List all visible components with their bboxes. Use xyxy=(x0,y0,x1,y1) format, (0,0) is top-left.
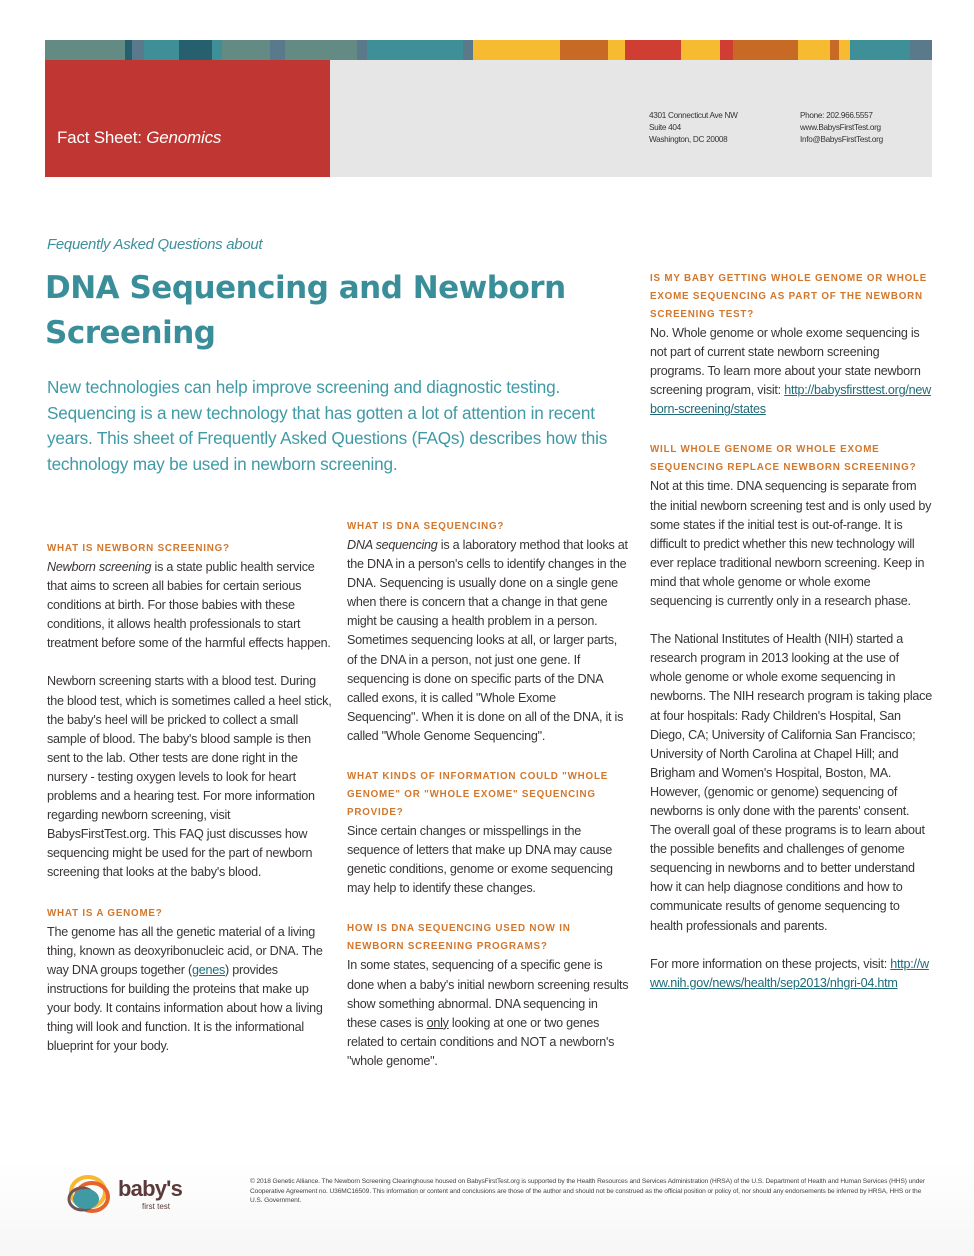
stripe-segment xyxy=(285,40,358,61)
answer-text: is a state public health service that aims to screen all babies for certain serious conditions at birth. For those babies with these conditions, it allows health professionals to start treatment before some of the harmful effects happen. xyxy=(47,560,331,651)
page-title: DNA Sequencing and Newborn Screening xyxy=(45,270,566,351)
question-heading: WHAT KINDS OF INFORMATION COULD "WHOLE GENOME" OR "WHOLE EXOME" SEQUENCING PROVIDE? xyxy=(347,771,609,819)
disclaimer-text: © 2018 Genetic Alliance. The Newborn Screening Clearinghouse housed on BabysFirstTest.org is supported by the Health Resources and Services Administration (HRSA) of the U.S. Department of Health and Human Services (HHS) under Cooperative Agreement no. U36MC16509. This information or content and conclusions are those of the author and should not be construed as the official position or policy of, nor should any endorsements be inferred by HRSA, HHS or the U.S. Government. xyxy=(250,1178,925,1205)
answer-paragraph xyxy=(347,956,630,1071)
stripe-segment xyxy=(463,40,472,61)
term: DNA sequencing xyxy=(347,538,438,552)
answer-paragraph: Newborn screening starts with a blood test. During the blood test, which is sometimes called a heel stick, the baby's heel will be pricked to collect a small sample of blood. The baby's blood sample is then sent to the lab. Other tests are done right in the nursery - testing oxygen levels to look for heart problems and a hearing test. For more information regarding newborn screening, visit BabysFirstTest.org. This FAQ just discusses how sequencing might be used for the part of newborn screening that looks at the baby's blood. xyxy=(47,674,332,880)
column-1 xyxy=(47,540,332,1056)
stripe-segment xyxy=(830,40,839,61)
question-heading: WHAT IS A GENOME? xyxy=(47,907,163,919)
answer-paragraph: Not at this time. DNA sequencing is separate from the initial newborn screening test and is only used by some states if the initial test is out-of-range. It is difficult to predict whether this new technology will ever replace traditional newborn screening. Keep in mind that whole genome or whole exome sequencing is currently only in a research phase. xyxy=(650,479,932,609)
term: Newborn screening xyxy=(47,560,152,574)
answer-text: looking at one or two genes related to certain conditions and NOT a newborn's "whole genome". xyxy=(347,1015,615,1068)
stripe-segment xyxy=(625,40,681,61)
stripe-segment xyxy=(132,40,143,61)
genes-link[interactable]: genes xyxy=(191,962,226,977)
question-heading: IS MY BABY GETTING WHOLE GENOME OR WHOLE EXOME SEQUENCING AS PART OF THE NEWBORN SCREENING TEST? xyxy=(650,273,928,320)
question-heading: WHAT IS NEWBORN SCREENING? xyxy=(47,543,230,554)
fact-sheet-label: Fact Sheet: xyxy=(57,128,142,147)
fact-sheet-block xyxy=(45,60,330,177)
column-2 xyxy=(347,518,630,1071)
answer-paragraph xyxy=(47,923,332,1057)
answer-text: is a laboratory method that looks at the DNA in a person's cells to identify changes in the DNA. Sequencing is usually done on a single gene when there is concern that a change in that gene might be causing a health problem in a person. Sometimes sequencing looks at all, or larger parts, of the DNA in a person, not just one gene. If sequencing is done on specific parts of the DNA called exons, it is called "Whole Exome Sequencing". When it is done on all of the DNA, it is called "Whole Genome Sequencing". xyxy=(347,538,628,743)
fact-sheet-topic: Genomics xyxy=(146,128,222,147)
stripe-segment xyxy=(222,40,270,61)
question-heading: HOW IS DNA SEQUENCING USED NOW IN NEWBORN SCREENING PROGRAMS? xyxy=(347,923,571,953)
answer-paragraph xyxy=(347,536,630,746)
answer-text: The genome has all the genetic material of a living thing, known as deoxyribonucleic acid, or DNA. The way DNA groups together ( xyxy=(47,924,323,977)
address-line: Washington, DC 20008 xyxy=(649,135,728,144)
question-heading: WILL WHOLE GENOME OR WHOLE EXOME SEQUENCING REPLACE NEWBORN SCREENING? xyxy=(650,444,917,474)
address-line: Suite 404 xyxy=(649,123,681,132)
emphasis-only: only xyxy=(426,1015,449,1030)
address-block xyxy=(649,110,738,146)
stripe-segment xyxy=(839,40,850,61)
stripe-segment xyxy=(45,40,125,61)
fact-sheet-title xyxy=(57,128,221,148)
stripe-segment xyxy=(212,40,221,61)
logo-wordmark: baby's xyxy=(118,1176,183,1201)
answer-text: In some states, sequencing of a specific gene is done when a baby's initial newborn screening results show something abnormal. DNA sequencing in these cases is xyxy=(347,958,629,1030)
answer-paragraph xyxy=(47,558,332,653)
website-link[interactable]: www.BabysFirstTest.org xyxy=(800,123,881,132)
kicker-text: Fequently Asked Questions about xyxy=(47,236,263,253)
phone-number: Phone: 202.966.5557 xyxy=(800,111,873,120)
answer-paragraph xyxy=(650,324,932,419)
question-heading: WHAT IS DNA SEQUENCING? xyxy=(347,521,505,532)
address-line: 4301 Connecticut Ave NW xyxy=(649,111,738,120)
stripe-segment xyxy=(367,40,464,61)
column-3 xyxy=(650,270,932,993)
stripe-segment xyxy=(179,40,212,61)
stripe-segment xyxy=(473,40,560,61)
logo-subtitle: first test xyxy=(142,1202,171,1211)
stripe-segment xyxy=(720,40,733,61)
stripe-segment xyxy=(144,40,179,61)
stripe-segment xyxy=(850,40,910,61)
stripe-segment xyxy=(733,40,798,61)
email-link[interactable]: Info@BabysFirstTest.org xyxy=(800,135,883,144)
answer-text: No. Whole genome or whole exome sequencing is not part of current state newborn screening programs. To learn more about your state newborn screening program, visit: xyxy=(650,326,921,398)
answer-paragraph xyxy=(650,955,932,993)
stripe-segment xyxy=(125,40,132,61)
stripe-segment xyxy=(357,40,366,61)
stripe-segment xyxy=(910,40,932,61)
answer-text: ) provides instructions for building the proteins that make up your body. It contains information about how a living thing will look and function. It is the informational blueprint for your body. xyxy=(47,962,323,1054)
color-stripe-band xyxy=(45,40,932,61)
state-programs-link[interactable]: http://babysfirsttest.org/newborn-screening/states xyxy=(650,383,931,417)
stripe-segment xyxy=(608,40,625,61)
stripe-segment xyxy=(681,40,720,61)
contact-block xyxy=(800,110,883,146)
answer-paragraph: The National Institutes of Health (NIH) started a research program in 2013 looking at the use of whole genome or whole exome sequencing in newborns. The NIH research program is taking place at four hospitals: Rady Children's Hospital, San Diego, CA; University of California San Francisco; University of North Carolina at Chapel Hill; and Brigham and Women's Hospital, Boston, MA. However, (genomic or genome) sequencing of newborns is only done with the parents' consent. The overall goal of these programs is to learn about the possible benefits and challenges of genome sequencing in newborns and to better understand how it can help diagnose conditions and how to communicate results of genome sequencing to health professionals and parents. xyxy=(650,632,932,933)
nih-link[interactable]: http://www.nih.gov/news/health/sep2013/nhgri-04.htm xyxy=(650,956,929,990)
intro-paragraph: New technologies can help improve screening and diagnostic testing. Sequencing is a new technology that has gotten a lot of attention in recent years. This sheet of Frequently Asked Questions (FAQs) describes how this technology may be used in newborn screening. xyxy=(47,377,608,474)
answer-text: For more information on these projects, visit: xyxy=(650,956,891,971)
answer-paragraph: Since certain changes or misspellings in the sequence of letters that make up DNA may cause genetic conditions, genome or exome sequencing may help to identify these changes. xyxy=(347,824,613,896)
stripe-segment xyxy=(270,40,285,61)
stripe-segment xyxy=(560,40,608,61)
stripe-segment xyxy=(798,40,830,61)
